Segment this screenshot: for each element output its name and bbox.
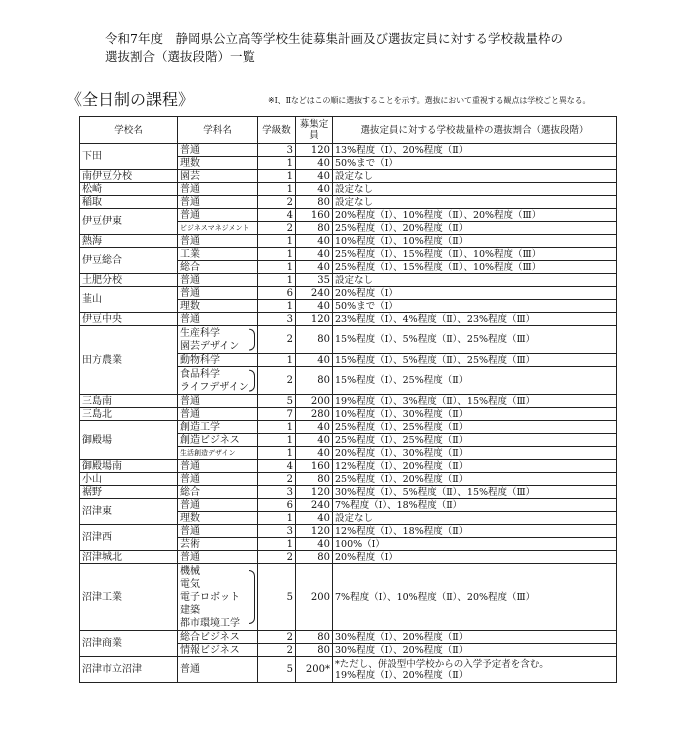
table-row <box>80 248 617 261</box>
school-name: 御殿場南 <box>80 460 178 473</box>
ratio-cell: 19%程度（Ⅰ）、3%程度（Ⅱ）、15%程度（Ⅲ） <box>333 395 617 408</box>
ratio-cell: 20%程度（Ⅰ） <box>333 287 617 300</box>
ratio-cell: 25%程度（Ⅰ）、25%程度（Ⅱ） <box>333 434 617 447</box>
ratio-cell: 設定なし <box>333 170 617 183</box>
department-name: 普通 <box>178 235 258 248</box>
department-name: 創造工学 <box>178 421 258 434</box>
capacity: 40 <box>296 447 333 460</box>
class-count: 3 <box>258 144 296 157</box>
capacity: 40 <box>296 170 333 183</box>
ratio-cell: 25%程度（Ⅰ）、15%程度（Ⅱ）、10%程度（Ⅲ） <box>333 261 617 274</box>
school-name: 伊豆中央 <box>80 313 178 326</box>
department-list <box>180 368 255 394</box>
capacity: 40 <box>296 248 333 261</box>
ratio-cell: 25%程度（Ⅰ）、15%程度（Ⅱ）、10%程度（Ⅲ） <box>333 248 617 261</box>
table-row <box>80 313 617 326</box>
ratio-cell: 50%まで（Ⅰ） <box>333 157 617 170</box>
class-count: 1 <box>258 235 296 248</box>
department-name: 生活創造デザイン <box>178 447 258 460</box>
brace-mark <box>249 369 255 392</box>
section-title: 《全日制の課程》 <box>66 90 195 109</box>
table-row <box>80 209 617 222</box>
department-name: 普通 <box>178 525 258 538</box>
capacity: 40 <box>296 157 333 170</box>
department-name: 創造ビジネス <box>178 434 258 447</box>
table-row <box>80 408 617 421</box>
class-count: 3 <box>258 313 296 326</box>
header-classes: 学級数 <box>258 117 296 144</box>
table-row <box>80 183 617 196</box>
table-row <box>80 499 617 512</box>
capacity: 40 <box>296 538 333 551</box>
header-ratio: 選抜定員に対する学校裁量枠の選抜割合（選抜段階） <box>333 117 617 144</box>
ratio-cell: 設定なし <box>333 183 617 196</box>
ratio-cell: 20%程度（Ⅰ）、30%程度（Ⅱ） <box>333 447 617 460</box>
department-name: 動物科学 <box>178 354 258 367</box>
class-count: 4 <box>258 209 296 222</box>
header-department: 学科名 <box>178 117 258 144</box>
table-row <box>80 144 617 157</box>
ratio-cell: 20%程度（Ⅰ）、10%程度（Ⅱ）、20%程度（Ⅲ） <box>333 209 617 222</box>
department-name: 園芸 <box>178 170 258 183</box>
school-name: 南伊豆分校 <box>80 170 178 183</box>
class-count: 1 <box>258 434 296 447</box>
capacity: 120 <box>296 144 333 157</box>
table-row <box>80 287 617 300</box>
capacity: 40 <box>296 434 333 447</box>
ratio-cell: 10%程度（Ⅰ）、10%程度（Ⅱ） <box>333 235 617 248</box>
school-name: 小山 <box>80 473 178 486</box>
department-name: 機械 <box>180 565 200 577</box>
department-name: 情報ビジネス <box>178 644 258 657</box>
department-name: 理数 <box>178 512 258 525</box>
school-name: 下田 <box>80 144 178 170</box>
class-count: 1 <box>258 447 296 460</box>
capacity: 120 <box>296 525 333 538</box>
capacity: 40 <box>296 354 333 367</box>
capacity: 80 <box>296 473 333 486</box>
class-count: 5 <box>258 395 296 408</box>
department-name: 食品科学 <box>180 368 220 380</box>
department-name: 普通 <box>178 144 258 157</box>
department-name: 電子ロボット <box>180 591 240 603</box>
class-count: 6 <box>258 287 296 300</box>
capacity: 80 <box>296 326 333 354</box>
school-name: 伊豆総合 <box>80 248 178 274</box>
school-name: 三島南 <box>80 395 178 408</box>
class-count: 1 <box>258 300 296 313</box>
school-name: 沼津城北 <box>80 551 178 564</box>
capacity: 240 <box>296 499 333 512</box>
capacity: 80 <box>296 631 333 644</box>
capacity: 200 <box>296 395 333 408</box>
department-list <box>180 327 255 353</box>
department-name: 普通 <box>178 408 258 421</box>
school-name: 田方農業 <box>80 326 178 395</box>
ratio-cell: 20%程度（Ⅰ） <box>333 551 617 564</box>
department-name: 普通 <box>178 657 258 683</box>
ratio-cell: 100%（Ⅰ） <box>333 538 617 551</box>
class-count: 2 <box>258 222 296 235</box>
table-row <box>80 170 617 183</box>
ratio-cell: 15%程度（Ⅰ）、25%程度（Ⅱ） <box>333 367 617 395</box>
capacity: 160 <box>296 209 333 222</box>
class-count: 1 <box>258 274 296 287</box>
table-row <box>80 196 617 209</box>
department-name: ビジネスマネジメント <box>178 222 258 235</box>
department-name: 総合 <box>178 486 258 499</box>
department-name: 園芸デザイン <box>180 340 240 352</box>
department-name: ライフデザイン <box>180 381 249 393</box>
capacity: 160 <box>296 460 333 473</box>
department-name: 普通 <box>178 287 258 300</box>
capacity: 40 <box>296 300 333 313</box>
department-group <box>178 564 258 631</box>
department-group <box>178 367 258 395</box>
department-name: 普通 <box>178 499 258 512</box>
department-name: 普通 <box>178 274 258 287</box>
department-name: 普通 <box>178 395 258 408</box>
capacity: 80 <box>296 196 333 209</box>
school-name: 熱海 <box>80 235 178 248</box>
ratio-cell: 12%程度（Ⅰ）、18%程度（Ⅱ） <box>333 525 617 538</box>
document-title <box>105 30 563 66</box>
department-name: 総合ビジネス <box>178 631 258 644</box>
ratio-cell: 25%程度（Ⅰ）、20%程度（Ⅱ） <box>333 222 617 235</box>
school-name: 三島北 <box>80 408 178 421</box>
ratio-cell: 30%程度（Ⅰ）、20%程度（Ⅱ） <box>333 644 617 657</box>
capacity: 120 <box>296 486 333 499</box>
department-name: 普通 <box>178 196 258 209</box>
table-row <box>80 235 617 248</box>
school-name: 伊豆伊東 <box>80 209 178 235</box>
table-row <box>80 564 617 631</box>
ratio-cell: 設定なし <box>333 274 617 287</box>
capacity: 40 <box>296 261 333 274</box>
school-name: 裾野 <box>80 486 178 499</box>
capacity: 40 <box>296 183 333 196</box>
school-name: 沼津西 <box>80 525 178 551</box>
department-name: 総合 <box>178 261 258 274</box>
brace-mark <box>249 570 255 624</box>
table-row <box>80 486 617 499</box>
school-name: 沼津東 <box>80 499 178 525</box>
brace-mark <box>249 328 255 351</box>
school-name: 松崎 <box>80 183 178 196</box>
capacity: 240 <box>296 287 333 300</box>
class-count: 2 <box>258 326 296 354</box>
department-name: 電気 <box>180 578 200 590</box>
header-school: 学校名 <box>80 117 178 144</box>
ratio-cell: 設定なし <box>333 512 617 525</box>
table-row <box>80 326 617 354</box>
school-name: 韮山 <box>80 287 178 313</box>
class-count: 6 <box>258 499 296 512</box>
school-name: 土肥分校 <box>80 274 178 287</box>
table-row <box>80 421 617 434</box>
ratio-cell: 13%程度（Ⅰ）、20%程度（Ⅱ） <box>333 144 617 157</box>
ratio-cell: 25%程度（Ⅰ）、20%程度（Ⅱ） <box>333 473 617 486</box>
selection-ratio-table <box>79 116 617 683</box>
department-name: 普通 <box>178 551 258 564</box>
class-count: 5 <box>258 657 296 683</box>
capacity: 80 <box>296 222 333 235</box>
school-name: 沼津市立沼津 <box>80 657 178 683</box>
department-name: 生産科学 <box>180 327 220 339</box>
capacity: 200* <box>296 657 333 683</box>
table-header-row <box>80 117 617 144</box>
school-name: 沼津工業 <box>80 564 178 631</box>
ratio-line: 19%程度（Ⅰ）、20%程度（Ⅱ） <box>335 669 469 681</box>
class-count: 1 <box>258 421 296 434</box>
department-name: 普通 <box>178 460 258 473</box>
class-count: 1 <box>258 248 296 261</box>
department-group <box>178 326 258 354</box>
capacity: 40 <box>296 421 333 434</box>
ratio-cell: 7%程度（Ⅰ）、18%程度（Ⅱ） <box>333 499 617 512</box>
class-count: 5 <box>258 564 296 631</box>
department-name: 普通 <box>178 313 258 326</box>
department-name: 芸術 <box>178 538 258 551</box>
class-count: 1 <box>258 157 296 170</box>
ratio-cell: 10%程度（Ⅰ）、30%程度（Ⅱ） <box>333 408 617 421</box>
class-count: 1 <box>258 183 296 196</box>
department-name: 理数 <box>178 157 258 170</box>
table-row <box>80 395 617 408</box>
department-list <box>180 565 255 630</box>
department-name: 普通 <box>178 209 258 222</box>
department-name: 普通 <box>178 473 258 486</box>
capacity: 40 <box>296 235 333 248</box>
capacity: 280 <box>296 408 333 421</box>
title-line-1: 令和7年度 静岡県公立高等学校生徒募集計画及び選抜定員に対する学校裁量枠の <box>105 31 563 46</box>
school-name: 稲取 <box>80 196 178 209</box>
department-name: 都市環境工学 <box>180 617 240 629</box>
table-body <box>80 144 617 683</box>
class-count: 1 <box>258 170 296 183</box>
header-capacity: 募集定員 <box>296 117 333 144</box>
table-row <box>80 274 617 287</box>
table-row <box>80 631 617 644</box>
class-count: 3 <box>258 525 296 538</box>
ratio-cell <box>333 657 617 683</box>
class-count: 1 <box>258 538 296 551</box>
department-name: 理数 <box>178 300 258 313</box>
table-row <box>80 460 617 473</box>
capacity: 40 <box>296 512 333 525</box>
table-row <box>80 657 617 683</box>
class-count: 2 <box>258 551 296 564</box>
ratio-cell: 15%程度（Ⅰ）、5%程度（Ⅱ）、25%程度（Ⅲ） <box>333 326 617 354</box>
capacity: 80 <box>296 644 333 657</box>
department-name: 工業 <box>178 248 258 261</box>
class-count: 1 <box>258 261 296 274</box>
ratio-cell: 30%程度（Ⅰ）、20%程度（Ⅱ） <box>333 631 617 644</box>
capacity: 80 <box>296 367 333 395</box>
table-row <box>80 473 617 486</box>
class-count: 4 <box>258 460 296 473</box>
school-name: 御殿場 <box>80 421 178 460</box>
capacity: 80 <box>296 551 333 564</box>
capacity: 200 <box>296 564 333 631</box>
ratio-cell: 30%程度（Ⅰ）、5%程度（Ⅱ）、15%程度（Ⅲ） <box>333 486 617 499</box>
class-count: 2 <box>258 631 296 644</box>
capacity: 120 <box>296 313 333 326</box>
capacity: 35 <box>296 274 333 287</box>
table-row <box>80 525 617 538</box>
ratio-cell: 12%程度（Ⅰ）、20%程度（Ⅱ） <box>333 460 617 473</box>
ratio-cell: 25%程度（Ⅰ）、25%程度（Ⅱ） <box>333 421 617 434</box>
ratio-cell: 15%程度（Ⅰ）、5%程度（Ⅱ）、25%程度（Ⅲ） <box>333 354 617 367</box>
class-count: 2 <box>258 367 296 395</box>
selection-note: ※Ⅰ、Ⅱなどはこの順に選抜することを示す。選抜において重視する観点は学校ごと異なる。 <box>268 96 591 105</box>
class-count: 3 <box>258 486 296 499</box>
class-count: 2 <box>258 196 296 209</box>
school-name: 沼津商業 <box>80 631 178 657</box>
ratio-cell: 50%まで（Ⅰ） <box>333 300 617 313</box>
department-name: 普通 <box>178 183 258 196</box>
ratio-cell: 23%程度（Ⅰ）、4%程度（Ⅱ）、23%程度（Ⅲ） <box>333 313 617 326</box>
ratio-cell: 7%程度（Ⅰ）、10%程度（Ⅱ）、20%程度（Ⅲ） <box>333 564 617 631</box>
ratio-line: *ただし、併設型中学校からの入学予定者を含む。 <box>335 658 549 670</box>
title-line-2: 選抜割合（選抜段階）一覧 <box>105 49 256 64</box>
class-count: 1 <box>258 354 296 367</box>
department-name: 建築 <box>180 604 200 616</box>
table-row <box>80 551 617 564</box>
class-count: 7 <box>258 408 296 421</box>
class-count: 2 <box>258 644 296 657</box>
class-count: 1 <box>258 512 296 525</box>
class-count: 2 <box>258 473 296 486</box>
ratio-cell: 設定なし <box>333 196 617 209</box>
